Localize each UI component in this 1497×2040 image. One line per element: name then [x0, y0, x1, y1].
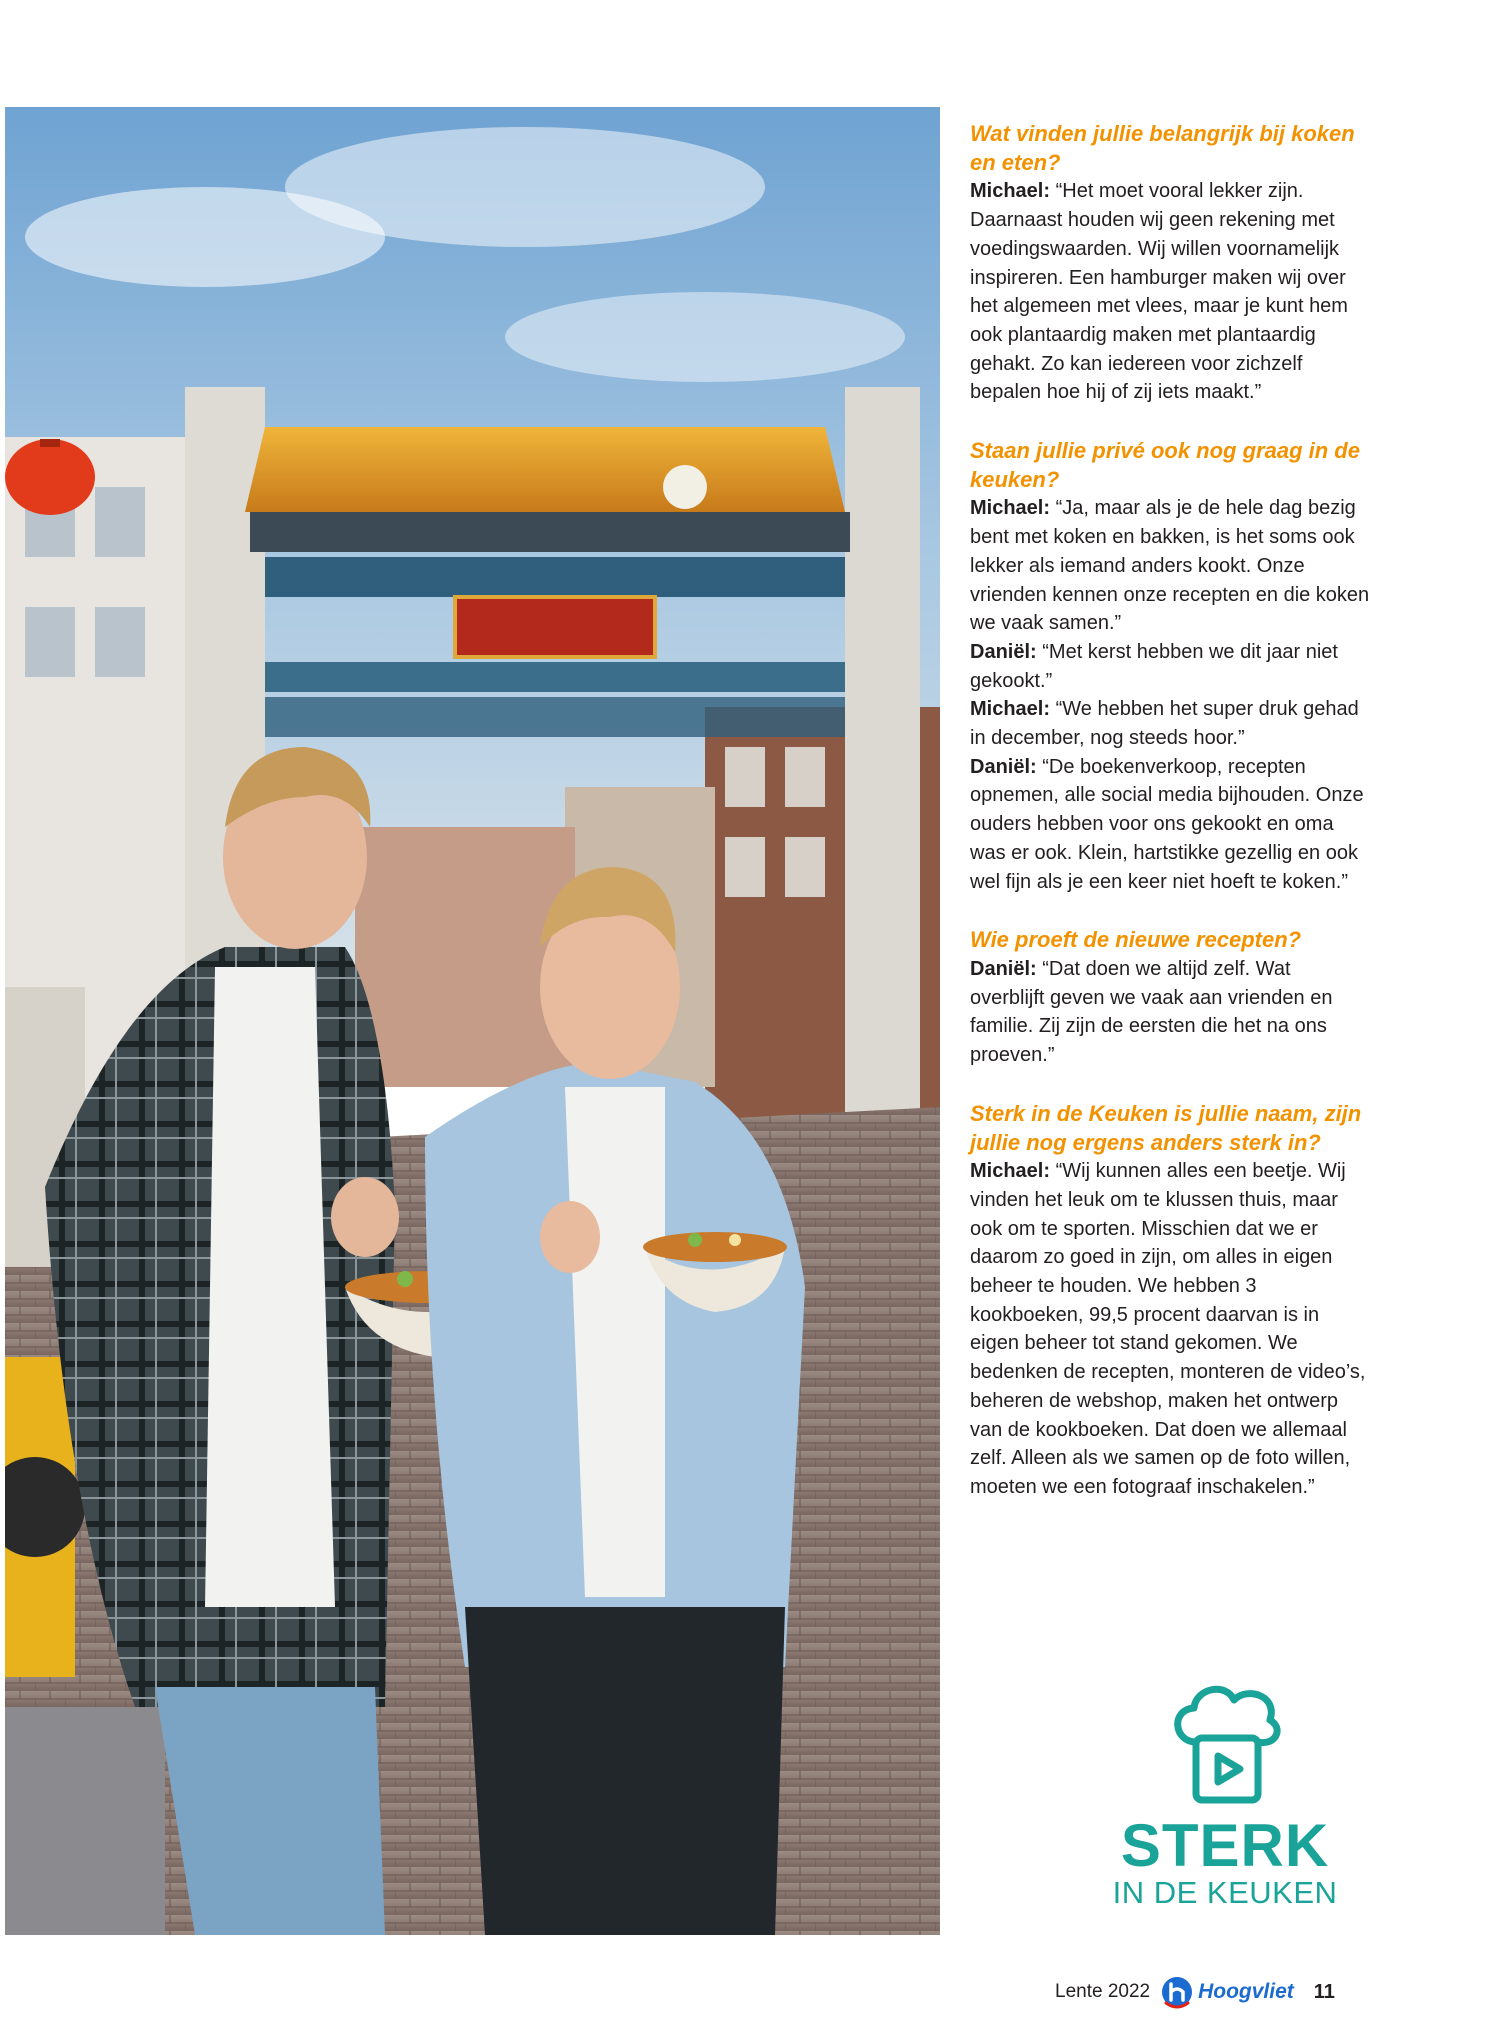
answer-paragraph	[970, 695, 1370, 752]
speaker-name: Daniël:	[970, 640, 1037, 663]
qa-section	[970, 1100, 1370, 1502]
answer-text: “We hebben het super druk gehad in december, nog steeds hoor.”	[970, 698, 1359, 750]
answer-paragraph	[970, 177, 1370, 407]
answer-paragraph	[970, 638, 1370, 695]
answer-text: “Met kerst hebben we dit jaar niet gekookt.”	[970, 640, 1338, 692]
answer-text: “Wij kunnen alles een beetje. Wij vinden het leuk om te klussen thuis, maar ook om te sporten. Misschien dat we er daarom zo goed in zijn, om alles in eigen beheer te houden. We hebben 3 kookboeken, 99,5 procent daarvan is in eigen beheer tot stand gekomen. We bedenken de recepten, monteren de video’s, beheren de webshop, maken het ontwerp van de kookboeken. Dat doen we allemaal zelf. Alleen als we samen op de foto willen, moeten we een fotograaf inschakelen.”	[970, 1160, 1366, 1498]
speaker-name: Michael:	[970, 1160, 1051, 1183]
answer-text: “Het moet vooral lekker zijn. Daarnaast houden wij geen rekening met voedingswaarden. Wij willen voornamelijk inspireren. Een hamburger maken wij over het algemeen met vlees, maar je kunt hem ook plantaardig maken met plantaardig gehakt. Zo kan iedereen voor zichzelf bepalen hoe hij of zij iets maakt.”	[970, 180, 1348, 404]
answer-text: “Ja, maar als je de hele dag bezig bent met koken en bakken, is het soms ook lekker als iemand anders kookt. Onze vrienden kennen onze recepten en die koken we vaak samen.”	[970, 497, 1370, 635]
issue-label: Lente 2022	[1055, 1981, 1151, 2002]
qa-section	[970, 120, 1370, 407]
speaker-name: Michael:	[970, 180, 1051, 203]
qa-section	[970, 437, 1370, 896]
question-heading: Wat vinden jullie belangrijk bij koken en eten?	[970, 121, 1355, 175]
answer-text: “De boekenverkoop, recepten opnemen, alle social media bijhouden. Onze ouders hebben voor ons gekookt en oma was er ook. Klein, hartstikke gezellig en ook wel fijn als je een keer niet hoeft te koken.”	[970, 755, 1364, 893]
article-photo	[5, 107, 940, 1935]
page-number: 11	[1313, 1980, 1335, 2003]
article-text	[970, 120, 1370, 1532]
answer-paragraph	[970, 1157, 1370, 1501]
logo-title: STERK	[1120, 1812, 1330, 1879]
answer-paragraph	[970, 955, 1370, 1070]
qa-section	[970, 926, 1370, 1070]
hoogvliet-logo-icon	[1160, 1975, 1194, 2009]
page-footer	[1055, 1972, 1335, 2012]
two-men-street-photo	[5, 107, 940, 1935]
speaker-name: Michael:	[970, 698, 1051, 721]
speaker-name: Michael:	[970, 497, 1051, 520]
speaker-name: Daniël:	[970, 957, 1037, 980]
chef-hat-play-icon	[1160, 1680, 1290, 1810]
question-heading: Sterk in de Keuken is jullie naam, zijn jullie nog ergens anders sterk in?	[970, 1100, 1362, 1155]
speaker-name: Daniël:	[970, 755, 1037, 778]
answer-paragraph	[970, 753, 1370, 897]
answer-text: “Dat doen we altijd zelf. Wat overblijft geven we vaak aan vrienden en familie. Zij zijn de eersten die het na ons proeven.”	[970, 957, 1333, 1067]
logo-subtitle: IN DE KEUKEN	[1112, 1875, 1338, 1910]
brand-name: Hoogvliet	[1198, 1980, 1294, 2003]
question-heading: Staan jullie privé ook nog graag in de keuken?	[970, 438, 1360, 492]
brand-logo	[1160, 1975, 1294, 2009]
sterk-in-de-keuken-logo	[1100, 1680, 1350, 1940]
answer-paragraph	[970, 494, 1370, 638]
question-heading: Wie proeft de nieuwe recepten?	[970, 927, 1302, 953]
